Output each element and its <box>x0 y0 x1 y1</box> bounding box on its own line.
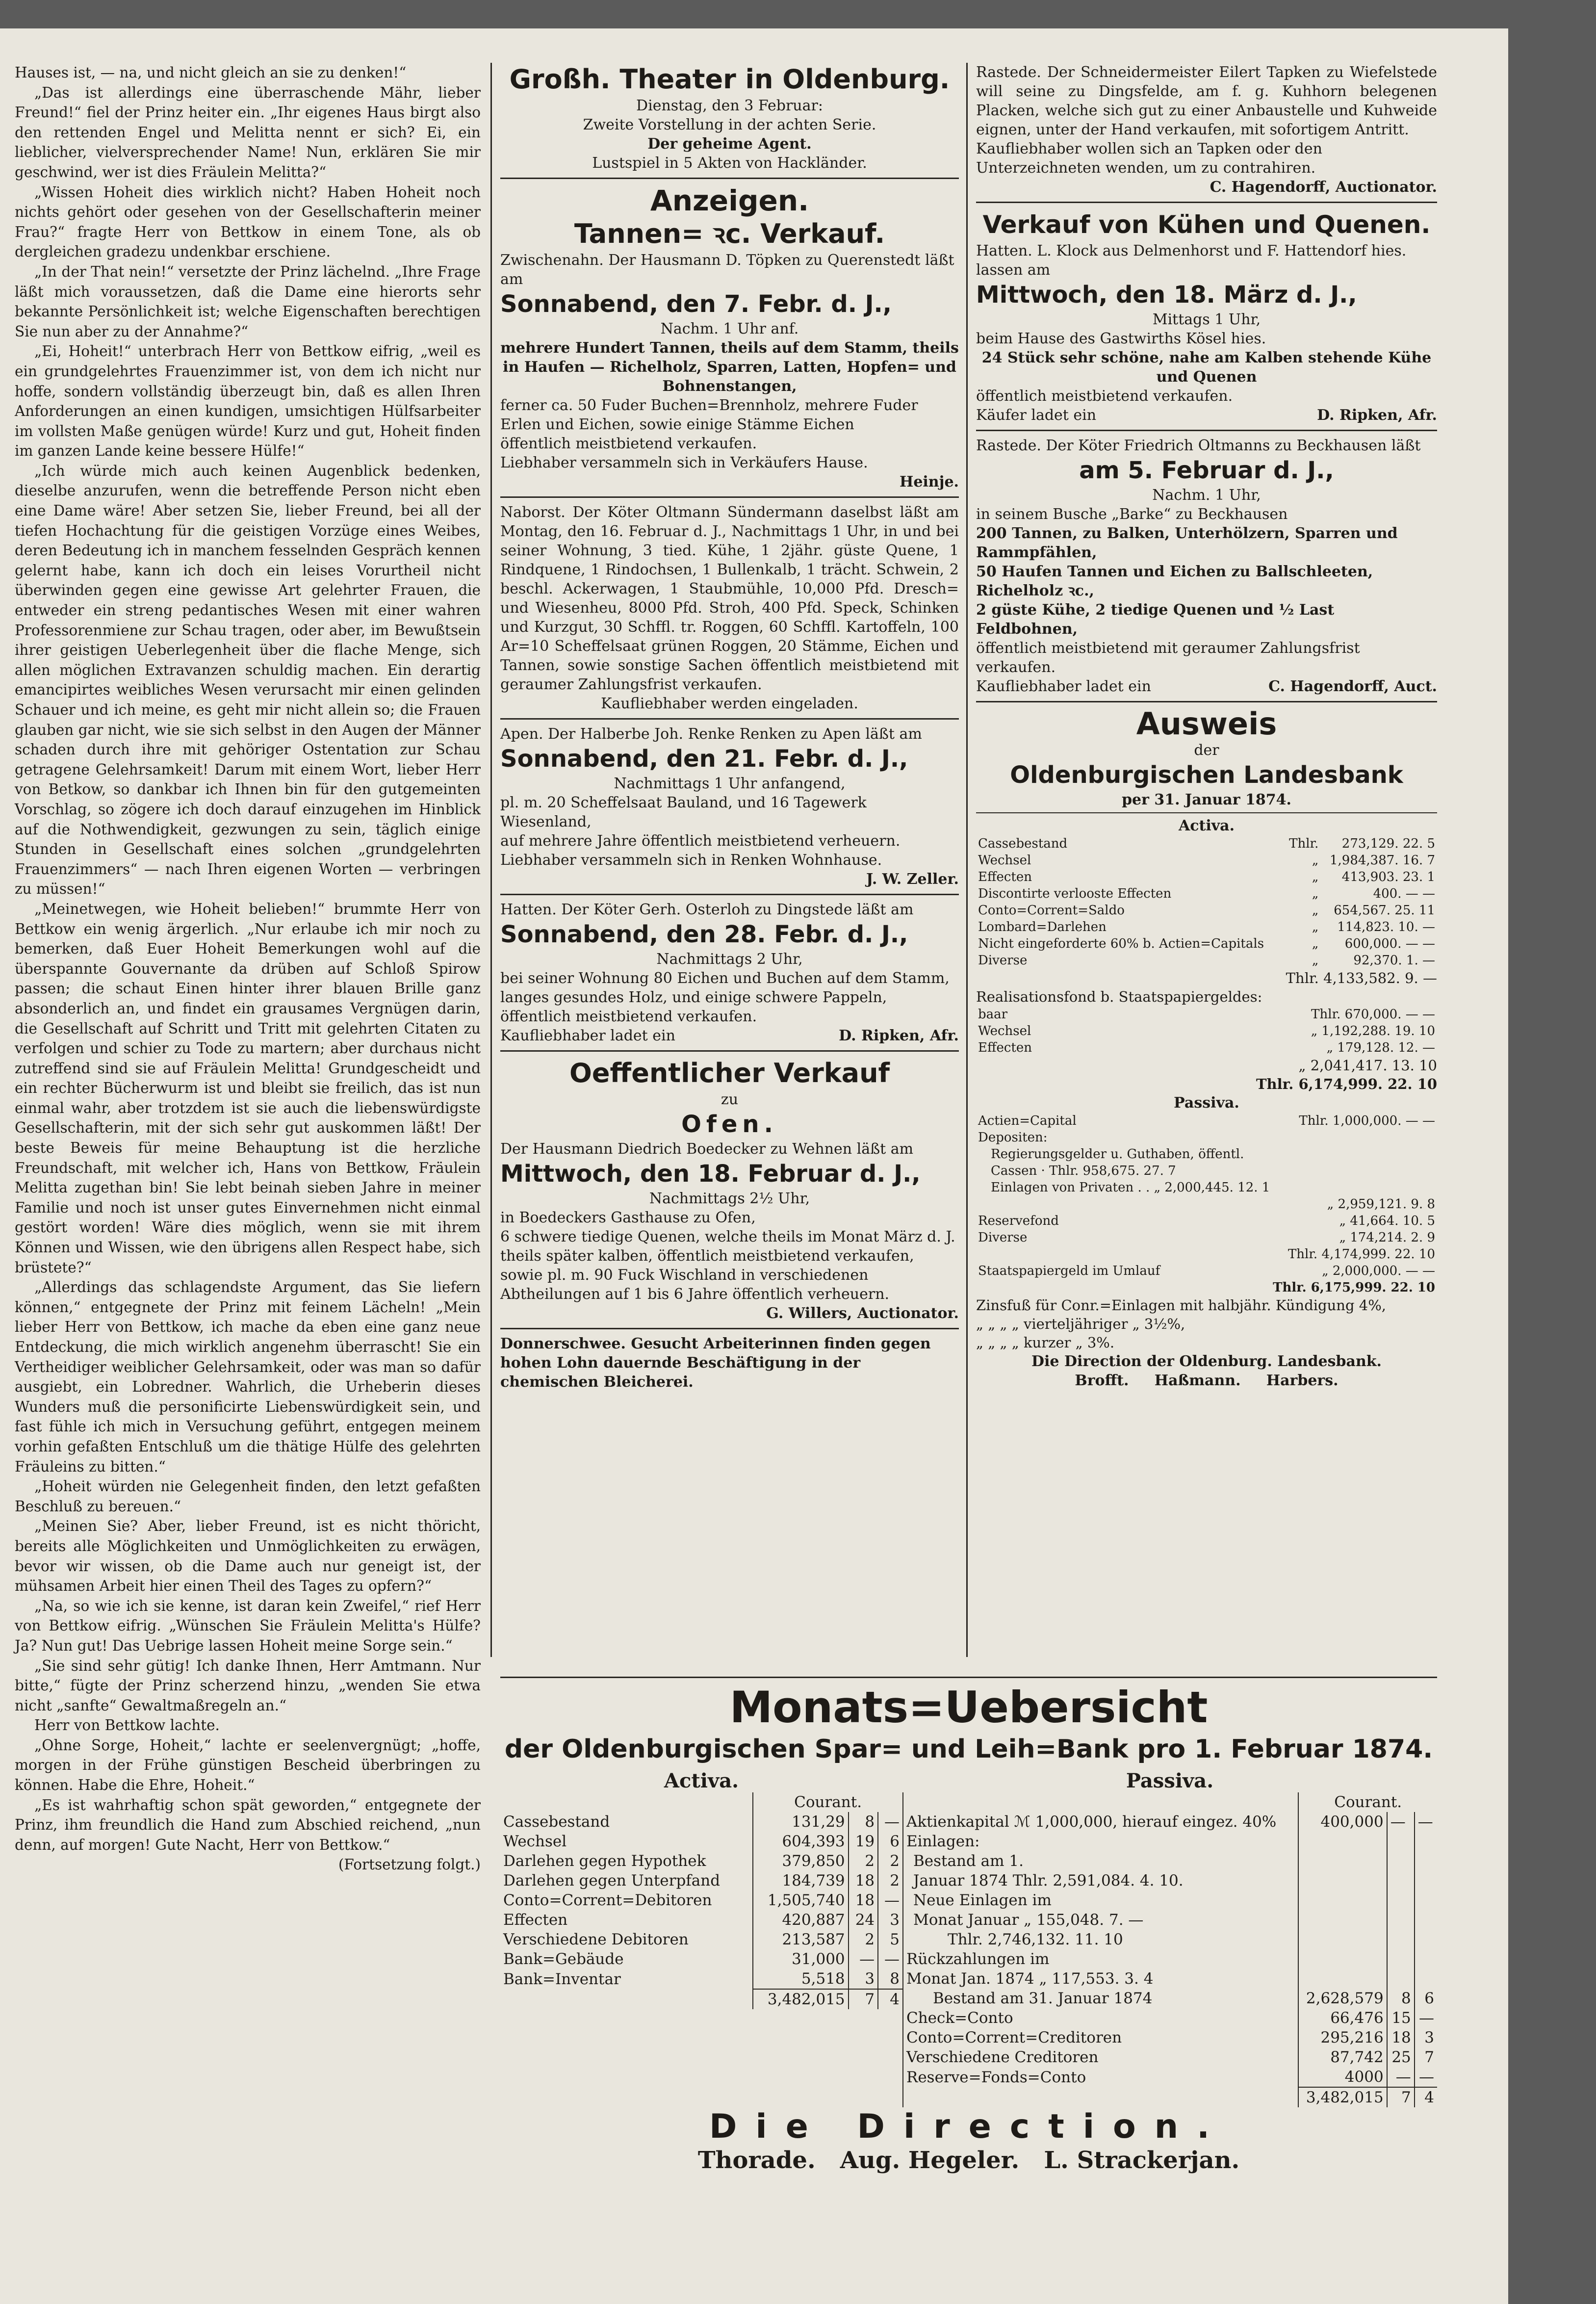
ausweis-passiva-sub: Thlr. 4,174,999. 22. 10 <box>1287 1247 1435 1262</box>
ad-kuehe-title: Verkauf von Kühen und Quenen. <box>982 210 1431 239</box>
ad-tannen-line: öffentlich meistbietend verkaufen. <box>500 435 757 452</box>
monats-row-label: Aktienkapital ℳ 1,000,000, hierauf eingez. 40% <box>903 1812 1298 1832</box>
ad-rastede2-line: 200 Tannen, zu Balken, Unterhölzern, Sparren und Rammpfählen, <box>976 525 1398 561</box>
monats-row-label: Bestand am 1. <box>903 1851 1298 1871</box>
ausweis-row-value: 92,370. 1. — <box>1353 953 1435 968</box>
monats-passiva-row <box>903 2047 1437 2067</box>
monats-courant-label: Courant. <box>1298 1792 1437 1812</box>
monats-row-s: 18 <box>1387 2028 1415 2047</box>
ausweis-row-unit: „ <box>1312 953 1319 968</box>
ad-ofen-date: Mittwoch, den 18. Februar d. J., <box>500 1160 921 1188</box>
monats-direction: Die Direction. <box>709 2107 1229 2146</box>
theater-play: Der geheime Agent. <box>647 135 812 153</box>
ausweis-activa-row <box>976 852 1437 869</box>
monats-activa-row <box>500 1812 902 1832</box>
monats-row-v: 2,628,579 <box>1298 1989 1387 2008</box>
monats-passiva-label: Passiva. <box>1126 1769 1214 1792</box>
monats-row-label: Conto=Corrent=Debitoren <box>503 1891 712 1909</box>
ausweis-row-label: Conto=Corrent=Saldo <box>978 903 1125 918</box>
monats-activa-row <box>500 1969 902 1989</box>
ad-apen-line: Nachmittags 1 Uhr anfangend, <box>614 775 846 792</box>
monats-row-v: 379,850 <box>753 1851 848 1871</box>
ad-apen-line: Apen. Der Halberbe Joh. Renke Renken zu Apen läßt am <box>500 725 922 743</box>
ausweis-date: per 31. Januar 1874. <box>1122 791 1291 808</box>
ad-rastede-text: Rastede. Der Schneidermeister Eilert Tapken zu Wiefelstede will seine zu Dingsfelde, am f. g. Kuhhorn belegenen Placken, welche sich gut zu einer Anbaustelle und Kuhweide eignen, unter der Hand verkaufen, mit sofortigem Antritt. <box>976 64 1437 138</box>
monats-activa-table <box>500 1792 902 2009</box>
ad-apen-line: Liebhaber versammeln sich in Renken Wohnhause. <box>500 852 882 869</box>
monats-total-v: 3,482,015 <box>753 1989 848 2009</box>
monats-row-v: 213,587 <box>753 1930 848 1949</box>
story-paragraph: „Ich würde mich auch keinen Augenblick bedenken, dieselbe anzurufen, wenn die betreffende Person nicht eben eine Dame wäre! Aber setzen Sie, lieber Freund, bei all der tiefen Hochachtung für die geistigen Vorzüge eines Weibes, deren Bedeutung ich in manchem fesselnden Gespräch kennen gelernt habe, kann ich doch ein leises Vorurtheil nicht überwinden gegen eine gewisse Art gelehrter Frauen, die entweder ein streng pedantisches Wesen mit einer wahren Professorenmiene zur Schau tragen, oder aber, im Bewußtsein ihrer geistigen Ueberlegenheit über die flache Menge, sich allen möglichen Extravanzen schuldig machen. Ein derartig emancipirtes weibliches Wesen verursacht mir einen gelinden Schauer und ich meine, es geht mir nicht allein so; die Frauen glauben gar nicht, wie sie sich selbst in den Augen der Männer schaden durch ihre mit gehöriger Ostentation zur Schau getragene Gelehrsamkeit! Darum mit einem Wort, lieber Herr von Betkow, so dankbar ich Ihnen bin für den gutgemeinten Vorschlag, so zögere ich doch darauf einzugehen im Hinblick auf die Nothwendigkeit, gezwungen zu sein, täglich einige Stunden in Gesellschaft eines solchen „grundgelehrten Frauenzimmers“ — nach Ihren eigenen Worten — verbringen zu müssen!“ <box>15 462 481 898</box>
ad-kuehe-line: Hatten. L. Klock aus Delmenhorst und F. Hattendorf hies. lassen am <box>976 242 1407 279</box>
story-paragraph: „Das ist allerdings eine überraschende Mähr, lieber Freund!“ fiel der Prinz heiter ein. „Ihr eigenes Haus birgt also den rettenden Engel und Melitta nennt er sich? Ei, ein lieblicher, vielversprechender Name! Nun, erklären Sie mir geschwind, wer ist dies Fräulein Melitta?“ <box>15 84 481 181</box>
monats-total-p: 4 <box>1415 2087 1437 2107</box>
ausweis-depositen-line: Regierungsgelder u. Guthaben, öffentl. <box>991 1147 1244 1162</box>
ausweis-activa-grand: Thlr. 6,174,999. 22. 10 <box>1256 1076 1437 1092</box>
ausweis-row-value: 654,567. 25. 11 <box>1334 903 1435 918</box>
ausweis-title: Ausweis <box>1136 706 1277 742</box>
monats-row-label: Darlehen gegen Hypothek <box>503 1852 706 1870</box>
ausweis-row-unit: „ <box>1312 936 1319 951</box>
ausweis-row-unit: „ <box>1312 903 1319 918</box>
ausweis-row-label: Effecten <box>978 1040 1032 1055</box>
middle-column <box>500 63 959 1392</box>
newspaper-page <box>0 28 1508 2304</box>
ad-tannen-line: mehrere Hundert Tannen, theils auf dem Stamm, theils in Haufen — Richelholz, Sparren, Latten, Hopfen= und Bohnenstangen, <box>500 339 959 395</box>
ad-hatten-line: Kaufliebhaber ladet ein <box>500 1027 675 1044</box>
theater-info: Lustspiel in 5 Akten von Hackländer. <box>592 155 867 172</box>
story-paragraph: „Meinen Sie? Aber, lieber Freund, ist es nicht thöricht, bereits alle Möglichkeiten und Unmöglichkeiten zu erwägen, bevor wir wissen, ob die Dame auch nur geneigt ist, der mühsamen Arbeit hier einen Theil des Tages zu opfern?“ <box>15 1518 481 1595</box>
ad-tannen-line: Zwischenahn. Der Hausmann D. Töpken zu Querenstedt läßt am <box>500 252 954 288</box>
ad-rastede2-sign: C. Hagendorff, Auct. <box>1268 678 1437 695</box>
ad-naborst-text: Naborst. Der Köter Oltmann Sündermann daselbst läßt am Montag, den 16. Februar d. J., Nachmittags 1 Uhr, in und bei seiner Wohnung, 3 tied. Kühe, 1 2jähr. güste Quene, 1 Rindquene, 1 Rindochsen, 1 Bullenkalb, 1 trächt. Schwein, 2 beschl. Ackerwagen, 1 Staubmühle, 10,000 Pfd. Dresch= und Wiesenheu, 8000 Pfd. Stroh, 400 Pfd. Speck, Schinken und Kurzgut, 30 Schffl. tr. Roggen, 60 Schffl. Kartoffeln, 100 Ar=10 Scheffelsaat grünen Roggen, 20 Stämme, Eichen und Tannen, sowie sonstige Sachen öffentlich meistbietend mit geraumer Zahlungsfrist verkaufen. <box>500 504 959 693</box>
monats-row-v: 400,000 <box>1298 1812 1387 1832</box>
monats-activa-row <box>500 1871 902 1890</box>
ausweis-depositen-total: „ 2,959,121. 9. 8 <box>1327 1197 1435 1212</box>
ausweis-row-value: 273,129. 22. 5 <box>1341 836 1435 851</box>
ausweis-row-label: Lombard=Darlehen <box>978 920 1107 934</box>
monats-row-v: 5,518 <box>753 1969 848 1989</box>
monats-row-v: 87,742 <box>1298 2047 1387 2067</box>
monats-row-v: 66,476 <box>1298 2008 1387 2028</box>
ausweis-row-label: Reservefond <box>978 1214 1059 1228</box>
story-paragraph: „In der That nein!“ versetzte der Prinz lächelnd. „Ihre Frage läßt mich voraussetzen, daß die Dame eine hierorts sehr bekannte Persönlichkeit ist; welche Eigenschaften berechtigen Sie nun aber zu der Annahme?“ <box>15 263 481 340</box>
ausweis-row-label: baar <box>978 1007 1008 1022</box>
ausweis-signers: Brofft. Haßmann. Harbers. <box>1075 1372 1339 1389</box>
ausweis-row-unit: „ <box>1312 853 1319 868</box>
monats-signers: Thorade. Aug. Hegeler. L. Strackerjan. <box>697 2147 1240 2174</box>
monats-row-label: Rückzahlungen im <box>903 1949 1298 1969</box>
theater-date: Dienstag, den 3 Februar: <box>636 97 823 114</box>
monats-row-p: 8 <box>878 1969 902 1989</box>
ad-ofen-zu: zu <box>721 1091 739 1108</box>
ausweis-realisation-total: „ 2,041,417. 13. 10 <box>1298 1057 1437 1074</box>
ad-rastede2-line: 2 güste Kühe, 2 tiedige Quenen und ½ Last Feldbohnen, <box>976 601 1335 638</box>
ausweis-row-value: 400. — — <box>1373 886 1435 901</box>
ad-tannen-time: Nachm. 1 Uhr anf. <box>660 320 799 337</box>
ausweis-zins: „ „ „ „ kurzer „ 3%. <box>976 1334 1115 1351</box>
ausweis-activa-row <box>976 835 1437 852</box>
monats-row-s: — <box>1387 2067 1415 2087</box>
ad-naborst <box>500 503 959 713</box>
ad-tannen-line: ferner ca. 50 Fuder Buchen=Brennholz, mehrere Fuder Erlen und Eichen, sowie einige Stämme Eichen <box>500 397 918 433</box>
monats-row-label: Thlr. 2,746,132. 11. 10 <box>903 1930 1298 1949</box>
ausweis-activa-total: Thlr. 4,133,582. 9. — <box>1286 970 1437 986</box>
ausweis-activa-row <box>976 952 1437 969</box>
monats-row-label: Darlehen gegen Unterpfand <box>503 1872 721 1890</box>
ad-ofen-line: Der Hausmann Diedrich Boedecker zu Wehnen läßt am <box>500 1140 914 1158</box>
ausweis-passiva-label: Passiva. <box>1174 1094 1239 1112</box>
monats-row-label: Januar 1874 Thlr. 2,591,084. 4. 10. <box>903 1871 1298 1890</box>
ad-rastede2-date: am 5. Februar d. J., <box>1079 457 1334 484</box>
monats-activa-row <box>500 1832 902 1851</box>
ausweis-row-value: 413,903. 23. 1 <box>1341 870 1435 884</box>
monats-row-label: Bank=Gebäude <box>503 1950 624 1968</box>
ausweis-row-label: Staatspapiergeld im Umlauf <box>978 1264 1160 1278</box>
ausweis-zins: „ „ „ „ vierteljähriger „ 3½%, <box>976 1316 1185 1332</box>
column-divider <box>490 63 492 1657</box>
ad-kuehe-line: beim Hause des Gastwirths Kösel hies. <box>976 330 1266 347</box>
monats-row-label: Monat Jan. 1874 „ 117,553. 3. 4 <box>903 1969 1298 1989</box>
ad-tannen <box>500 217 959 492</box>
ausweis-depositen-label: Depositen: <box>978 1130 1048 1145</box>
ausweis-row-label: Actien=Capital <box>978 1113 1077 1128</box>
monats-row-label: Check=Conto <box>903 2008 1298 2028</box>
ad-rastede2-line: in seinem Busche „Barke“ zu Beckhausen <box>976 506 1288 523</box>
monats-row-p: 5 <box>878 1930 902 1949</box>
monats-row-v: 184,739 <box>753 1871 848 1890</box>
theater-series: Zweite Vorstellung in der achten Serie. <box>583 116 876 133</box>
ausweis-row-value: Thlr. 1,000,000. — — <box>1299 1113 1435 1128</box>
ausweis-activa-table <box>976 835 1437 969</box>
monats-row-s: 25 <box>1387 2047 1415 2067</box>
monats-row-label: Verschiedene Creditoren <box>903 2047 1298 2067</box>
monats-row-s: 2 <box>849 1851 878 1871</box>
story-paragraph: Hauses ist, — na, und nicht gleich an sie zu denken!“ <box>15 64 407 81</box>
monats-courant-label: Courant. <box>753 1792 902 1812</box>
ausweis-row-value: „ 1,192,288. 19. 10 <box>1311 1024 1435 1038</box>
ausweis-passiva-row <box>976 1229 1437 1246</box>
ad-hatten-line: Hatten. Der Köter Gerh. Osterloh zu Dingstede läßt am <box>500 901 914 918</box>
ad-kuehe-date: Mittwoch, den 18. März d. J., <box>976 281 1357 309</box>
ausweis-der: der <box>1194 742 1219 759</box>
ad-donnerschwee: Donnerschwee. Gesucht Arbeiterinnen finden gegen hohen Lohn dauernde Beschäftigung in der chemischen Bleicherei. <box>500 1335 931 1391</box>
ad-ofen-sign: G. Willers, Auctionator. <box>766 1305 959 1322</box>
monats-row-label: Conto=Corrent=Creditoren <box>903 2028 1298 2047</box>
monats-row-p: 7 <box>1415 2047 1437 2067</box>
ausweis-row-value: 1,984,387. 16. 7 <box>1329 853 1435 868</box>
monats-row-label: Verschiedene Debitoren <box>503 1931 689 1948</box>
ad-rastede-oltmanns <box>976 436 1437 696</box>
story-paragraph: „Ei, Hoheit!“ unterbrach Herr von Bettkow eifrig, „weil es ein grundgelehrtes Frauenzimmer ist, von dem ich nicht nur hoffe, sondern vollständig überzeugt bin, daß es allen Ihren Anforderungen an einen kundigen, umsichtigen Hülfsarbeiter im vollsten Maße genügen würde! Kurz und gut, Hoheit finden im ganzen Lande keine bessere Hülfe!“ <box>15 343 481 460</box>
ausweis-row-value: „ 41,664. 10. 5 <box>1339 1214 1435 1228</box>
monats-row-p: 3 <box>878 1910 902 1930</box>
ad-rastede2-line: 50 Haufen Tannen und Eichen zu Ballschleeten, Richelholz ꝛc., <box>976 563 1373 599</box>
monats-row-s: 2 <box>849 1930 878 1949</box>
ausweis-row-unit: Thlr. <box>1289 836 1319 851</box>
monats-row-p: — <box>1415 2008 1437 2028</box>
ad-tannen-line: Liebhaber versammeln sich in Verkäufers Hause. <box>500 454 868 471</box>
monats-row-s: 18 <box>849 1871 878 1890</box>
monats-activa-row <box>500 1910 902 1930</box>
theater-title: Großh. Theater in Oldenburg. <box>509 64 950 95</box>
ad-apen <box>500 725 959 889</box>
ad-kuehe-line: 24 Stück sehr schöne, nahe am Kalben stehende Kühe und Quenen <box>981 349 1432 386</box>
ausweis-row-value: Thlr. 670,000. — — <box>1311 1007 1435 1022</box>
monats-row-p: — <box>878 1812 902 1832</box>
feuilleton-column <box>15 63 481 1875</box>
ad-hatten-line: Nachmittags 2 Uhr, <box>656 951 803 968</box>
monats-activa-label: Activa. <box>664 1769 739 1792</box>
monats-passiva-table: Courant. Aktienkapital ℳ 1,000,000, hierauf eingez. 40% 400,000 — — Einlagen: Bestand am 1. Januar 1874 Thlr. 2,591,084. 4. 10. Neue Einlagen im Monat Januar „ 155,048. 7. — Thlr. 2,746,132. 11. 10 Rückzahlungen im Monat Jan. 1874 „ 117,553. 3. 4 Bestand am 31. Januar 1874 2,628,579 8 6 Check=Conto 66,476 15 — Conto=Corrent=Creditoren 295,216 18 3 Verschiedene Creditoren 87,742 25 7 Reserve=Fonds=Conto 4000 — — 3,482,015 7 4 <box>902 1792 1437 2107</box>
ausweis-passiva-row <box>976 1213 1437 1229</box>
ausweis-row-unit: „ <box>1312 886 1319 901</box>
monats-row-label: Cassebestand <box>503 1813 610 1831</box>
story-paragraph: „Ohne Sorge, Hoheit,“ lachte er seelenvergnügt; „hoffe, morgen in der Frühe günstigen Bescheid überbringen zu können. Habe die Ehre, Hoheit.“ <box>15 1736 481 1794</box>
story-paragraph: „Hoheit würden nie Gelegenheit finden, den letzt gefaßten Beschluß zu bereuen.“ <box>15 1478 481 1515</box>
ausweis-realisation-row <box>976 1023 1437 1039</box>
ad-rastede2-line: Kaufliebhaber ladet ein <box>976 678 1151 695</box>
right-column <box>976 63 1437 1390</box>
ad-hatten <box>500 900 959 1045</box>
column-divider <box>966 63 968 1657</box>
monats-passiva <box>902 1769 1437 2107</box>
monats-subtitle: der Oldenburgischen Spar= und Leih=Bank pro 1. Februar 1874. <box>504 1734 1433 1764</box>
ausweis-realisation-table <box>976 1006 1437 1056</box>
ad-rastede2-line: Rastede. Der Köter Friedrich Oltmanns zu Beckhausen läßt <box>976 437 1421 454</box>
ad-tannen-date: Sonnabend, den 7. Febr. d. J., <box>500 290 892 318</box>
ad-ofen-line: Nachmittags 2½ Uhr, <box>649 1190 810 1207</box>
ad-apen-date: Sonnabend, den 21. Febr. d. J., <box>500 745 908 773</box>
monats-row-label: Einlagen: <box>903 1832 1298 1851</box>
monats-activa-row <box>500 1890 902 1910</box>
ausweis-row-value: „ 179,128. 12. — <box>1326 1040 1435 1055</box>
story-paragraph: „Na, so wie ich sie kenne, ist daran kein Zweifel,“ rief Herr von Bettkow eifrig. „Wünschen Sie Fräulein Melitta's Hülfe? Ja? Nun gut! Das Uebrige lassen Hoheit meine Sorge sein.“ <box>15 1597 481 1654</box>
monats-total-s: 7 <box>849 1989 878 2009</box>
ausweis-zins: Zinsfuß für Conr.=Einlagen mit halbjähr. Kündigung 4%, <box>976 1297 1386 1314</box>
ausweis-bank: Oldenburgischen Landesbank <box>1010 761 1403 789</box>
monats-row-s: 3 <box>849 1969 878 1989</box>
monats-tables <box>500 1769 1437 2107</box>
monats-row-v: 31,000 <box>753 1949 848 1969</box>
monats-row-p: — <box>878 1949 902 1969</box>
ausweis-activa-row <box>976 902 1437 919</box>
ad-rastede2-line: öffentlich meistbietend mit geraumer Zahlungsfrist verkaufen. <box>976 640 1360 676</box>
anzeigen-heading: Anzeigen. <box>650 184 809 217</box>
monats-row-v: 604,393 <box>753 1832 848 1851</box>
story-paragraph: „Es ist wahrhaftig schon spät geworden,“ entgegnete der Prinz, ihm freundlich die Hand zum Abschied reichend, „nun denn, auf morgen! Gute Nacht, Herr von Bettkow.“ <box>15 1796 481 1853</box>
continued-note: (Fortsetzung folgt.) <box>338 1856 481 1873</box>
ausweis-activa-row <box>976 935 1437 952</box>
ausweis-depositen-line: Cassen · Thlr. 958,675. 27. 7 <box>991 1164 1176 1178</box>
ad-rastede2-line: Nachm. 1 Uhr, <box>1152 487 1261 504</box>
ausweis-row-label: Nicht eingeforderte 60% b. Actien=Capitals <box>978 936 1264 951</box>
ad-hatten-sign: D. Ripken, Afr. <box>839 1027 959 1044</box>
monats-activa <box>500 1769 902 2107</box>
monats-row-v: 295,216 <box>1298 2028 1387 2047</box>
story-paragraph: „Wissen Hoheit dies wirklich nicht? Haben Hoheit noch nichts gehört oder gesehen von der Gesellschafterin meiner Frau?“ fragte Herr von Bettkow in einem Tone, als ob dergleichen gradezu undenkbar erschiene. <box>15 183 481 260</box>
monats-row-s: 15 <box>1387 2008 1415 2028</box>
monats-row-label: Monat Januar „ 155,048. 7. — <box>903 1910 1298 1930</box>
monats-row-p: 2 <box>878 1851 902 1871</box>
monats-uebersicht <box>500 1672 1437 2174</box>
monats-row-s: 19 <box>849 1832 878 1851</box>
ad-naborst-footer: Kaufliebhaber werden eingeladen. <box>601 695 858 712</box>
monats-row-label: Wechsel <box>503 1833 567 1850</box>
ausweis-row-unit: „ <box>1312 920 1319 934</box>
ad-hatten-line: bei seiner Wohnung 80 Eichen und Buchen auf dem Stamm, langes gesundes Holz, und einige schwere Pappeln, öffentlich meistbietend verkaufen. <box>500 970 950 1025</box>
ad-apen-line: auf mehrere Jahre öffentlich meistbietend verheuern. <box>500 832 901 850</box>
ad-kuehe-sign: D. Ripken, Afr. <box>1317 407 1437 424</box>
ausweis-activa-row <box>976 869 1437 885</box>
ad-kuehe <box>976 208 1437 425</box>
monats-total-v: 3,482,015 <box>1298 2087 1387 2107</box>
monats-passiva-row <box>903 2067 1437 2087</box>
story-paragraph: „Sie sind sehr gütig! Ich danke Ihnen, Herr Amtmann. Nur bitte,“ fügte der Prinz scherzend hinzu, „wenden Sie etwa nicht „sanfte“ Gewaltmaßregeln an.“ <box>15 1657 481 1714</box>
monats-row-label: Bestand am 31. Januar 1874 <box>903 1989 1298 2008</box>
ausweis-passiva-grand: Thlr. 6,175,999. 22. 10 <box>1273 1280 1435 1295</box>
ausweis-depositen-line: Einlagen von Privaten . . „ 2,000,445. 12. 1 <box>991 1180 1270 1195</box>
monats-row-p: — <box>878 1890 902 1910</box>
ad-rastede-tapken <box>976 63 1437 197</box>
ad-kuehe-line: öffentlich meistbietend verkaufen. <box>976 388 1233 405</box>
ausweis-row-value: „ 2,000,000. — — <box>1322 1264 1435 1278</box>
ausweis-row-label: Cassebestand <box>978 836 1068 851</box>
ausweis-row-label: Diverse <box>978 1230 1028 1245</box>
ad-ofen <box>500 1057 959 1323</box>
monats-row-s: 18 <box>849 1890 878 1910</box>
ausweis-row-value: 600,000. — — <box>1344 936 1435 951</box>
ausweis-report <box>976 707 1437 1390</box>
ausweis-row-label: Discontirte verlooste Effecten <box>978 886 1172 901</box>
ad-hatten-date: Sonnabend, den 28. Febr. d. J., <box>500 921 908 948</box>
story-paragraph: Herr von Bettkow lachte. <box>34 1717 220 1734</box>
monats-activa-row <box>500 1851 902 1871</box>
monats-total-p: 4 <box>878 1989 902 2009</box>
ausweis-realisation-label: Realisationsfond b. Staatspapiergeldes: <box>976 988 1262 1005</box>
ad-rastede-line: Kaufliebhaber wollen sich an Tapken oder den Unterzeichneten wenden, um zu contrahiren. <box>976 140 1322 177</box>
monats-passiva-row <box>903 2028 1437 2047</box>
monats-title: Monats=Uebersicht <box>729 1682 1208 1733</box>
monats-row-s: 8 <box>849 1812 878 1832</box>
ausweis-row-label: Effecten <box>978 870 1032 884</box>
monats-activa-row <box>500 1949 902 1969</box>
ad-tannen-title: Tannen= ꝛc. Verkauf. <box>574 218 885 249</box>
theater-notice <box>500 63 959 173</box>
ausweis-realisation-row <box>976 1006 1437 1023</box>
story-paragraph: „Meinetwegen, wie Hoheit belieben!“ brummte Herr von Bettkow ein wenig ärgerlich. „Nur erlaube ich mir noch zu bemerken, daß Euer Hoheit Bemerkungen wohl auf die überspannte Gouvernante da drüben auf Schloß Spirow passen; die schaut Einen hinter ihrer blauen Brille ganz absonderlich an, und findet ein grausames Vergnügen darin, die Gesellschaft auf Schritt und Tritt mit gelehrten Citaten zu verfolgen und schier zu Tode zu martern; aber durchaus nicht zutreffend sind sie auf Fräulein Melitta! Grundgescheidt und ein rechter Bücherwurm ist und bleibt sie freilich, das ist nun einmal wahr, aber trotzdem ist sie auch die liebenswürdigste Gesellschafterin, mit der sich sehr gut auskommen läßt! Der beste Beweis für meine Behauptung ist die herzliche Freundschaft, mit welcher ich, Hans von Bettkow, Fräulein Melitta zugethan bin! Sie lebt beinah sieben Jahre in meiner Familie und noch ist unser gutes Einvernehmen nicht einmal gestört worden! Wäre dies möglich, wenn sie mit ihrem Können und Wissen, wie den übrigens allen Respect habe, sich brüstete?“ <box>15 900 481 1276</box>
ausweis-row-value: 114,823. 10. — <box>1337 920 1435 934</box>
monats-row-v: 4000 <box>1298 2067 1387 2087</box>
ad-tannen-sign: Heinje. <box>899 473 959 491</box>
ausweis-row-unit: „ <box>1312 870 1319 884</box>
monats-row-label: Effecten <box>503 1911 568 1929</box>
monats-row-v: 131,29 <box>753 1812 848 1832</box>
ad-apen-line: pl. m. 20 Scheffelsaat Bauland, und 16 Tagewerk Wiesenland, <box>500 794 867 830</box>
ausweis-activa-label: Activa. <box>1178 817 1235 834</box>
monats-activa-row <box>500 1930 902 1949</box>
story-body <box>15 63 481 1855</box>
ausweis-row-label: Wechsel <box>978 853 1031 868</box>
ausweis-row-label: Diverse <box>978 953 1028 968</box>
ausweis-direction: Die Direction der Oldenburg. Landesbank. <box>1031 1353 1382 1370</box>
monats-row-v: 1,505,740 <box>753 1890 848 1910</box>
monats-row-p: 2 <box>878 1871 902 1890</box>
ad-ofen-line: sowie pl. m. 90 Fuck Wischland in verschiedenen Abtheilungen auf 1 bis 6 Jahre öffentlich verheuern. <box>500 1267 890 1303</box>
ausweis-activa-row <box>976 919 1437 935</box>
monats-row-label: Neue Einlagen im <box>903 1890 1298 1910</box>
ad-kuehe-line: Käufer ladet ein <box>976 407 1097 424</box>
monats-row-label: Bank=Inventar <box>503 1970 621 1988</box>
monats-row-s: 24 <box>849 1910 878 1930</box>
monats-row-p: — <box>1415 2067 1437 2087</box>
ad-kuehe-line: Mittags 1 Uhr, <box>1152 311 1261 328</box>
monats-passiva-row <box>903 2008 1437 2028</box>
monats-row-p: 6 <box>878 1832 902 1851</box>
ad-ofen-line: in Boedeckers Gasthause zu Ofen, <box>500 1209 756 1226</box>
story-paragraph: „Allerdings das schlagendste Argument, das Sie liefern können,“ entgegnete der Prinz mit feinem Lächeln! „Mein lieber Herr von Bettkow, ich mache da eben eine ganz neue Entdeckung, die mich wirklich angenehm überrascht! Sie ein Vertheidiger weiblicher Gelehrsamkeit, oder was man so dafür ausgiebt, ein Lobredner. Wahrlich, die Urheberin dieses Wunders muß die personificirte Liebenswürdigkeit sein, und fast fühle ich mich in Versuchung geführt, entgegen meinem vorhin gefaßten Entschluß um die thätige Hülfe des gelehrten Fräuleins zu bitten.“ <box>15 1279 481 1475</box>
ausweis-activa-row <box>976 885 1437 902</box>
monats-row-s: — <box>849 1949 878 1969</box>
monats-row-p: 6 <box>1415 1989 1437 2008</box>
ausweis-row-value: „ 174,214. 2. 9 <box>1339 1230 1435 1245</box>
ad-ofen-line: 6 schwere tiedige Quenen, welche theils im Monat März d. J. theils später kalben, öffentlich meistbietend verkaufen, <box>500 1228 955 1265</box>
ad-ofen-title: Oeffentlicher Verkauf <box>569 1058 890 1088</box>
monats-total-s: 7 <box>1387 2087 1415 2107</box>
ad-rastede-sign: C. Hagendorff, Auctionator. <box>1210 179 1437 196</box>
monats-row-v: 420,887 <box>753 1910 848 1930</box>
ausweis-passiva-table <box>976 1113 1437 1296</box>
monats-row-label: Reserve=Fonds=Conto <box>903 2067 1298 2087</box>
monats-row-p: 3 <box>1415 2028 1437 2047</box>
ausweis-realisation-row <box>976 1039 1437 1056</box>
ad-ofen-place: Ofen. <box>681 1111 778 1138</box>
ad-apen-sign: J. W. Zeller. <box>866 871 959 888</box>
monats-row-s: 8 <box>1387 1989 1415 2008</box>
ausweis-row-label: Wechsel <box>978 1024 1031 1038</box>
